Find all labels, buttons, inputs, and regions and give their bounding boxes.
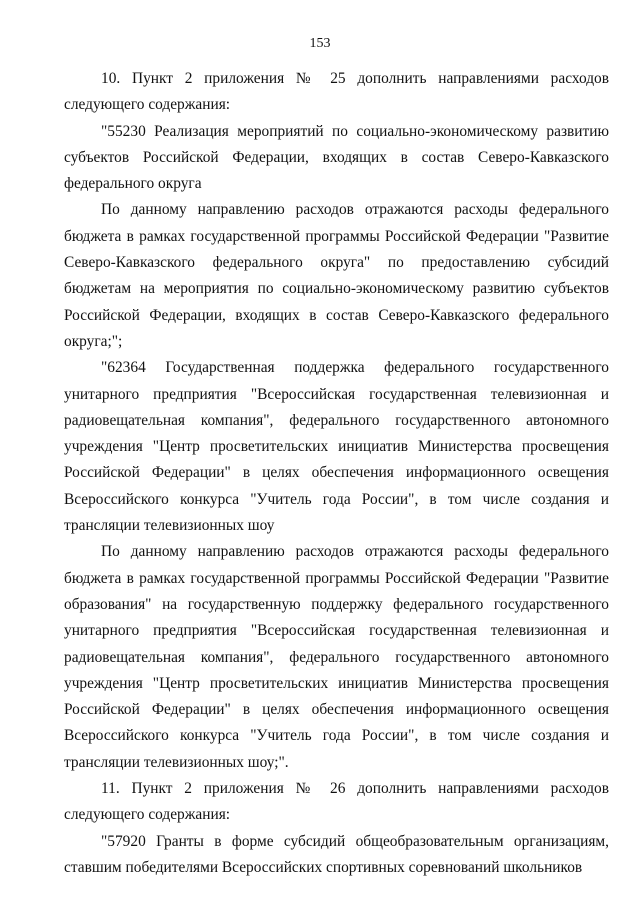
paragraph-code-62364: "62364 Государственная поддержка федерального государственного унитарного предприятия "Всероссийская государственная телевизионная и радиовещательная компания", федерального государственного автономного учреждения "Центр просветительских инициатив Министерства просвещения Российской Федерации" в целях обеспечения информационного освещения Всероссийского конкурса "Учитель года России", в том числе создания и трансляции телевизионных шоу bbox=[64, 359, 609, 535]
paragraph-description-62364: По данному направлению расходов отражаются расходы федерального бюджета в рамках государственной программы Российской Федерации "Развитие образования" на государственную поддержку федерального государственного унитарного предприятия "Всероссийская государственная телевизионная и радиовещательная компания", федерального государственного автономного учреждения "Центр просветительских инициатив Министерства просвещения Российской Федерации" в целях обеспечения информационного освещения Всероссийского конкурса "Учитель года России", в том числе создания и трансляции телевизионных шоу;". bbox=[64, 543, 609, 771]
paragraph-description-55230: По данному направлению расходов отражаются расходы федерального бюджета в рамках государственной программы Российской Федерации "Развитие Северо-Кавказского федерального округа" по предоставлению субсидий бюджетам на мероприятия по социально-экономическому развитию субъектов Российской Федерации, входящих в состав Северо-Кавказского федерального округа;"; bbox=[64, 201, 609, 350]
paragraph-item-11: 11. Пункт 2 приложения № 26 дополнить направлениями расходов следующего содержания: bbox=[64, 780, 609, 824]
paragraph-item-10: 10. Пункт 2 приложения № 25 дополнить направлениями расходов следующего содержания: bbox=[64, 70, 609, 114]
paragraph-code-55230: "55230 Реализация мероприятий по социально-экономическому развитию субъектов Российской Федерации, входящих в состав Северо-Кавказского федерального округа bbox=[64, 122, 609, 193]
paragraph-code-57920: "57920 Гранты в форме субсидий общеобразовательным организациям, ставшим победителями Всероссийских спортивных соревнований школьников bbox=[64, 832, 609, 876]
page-number: 153 bbox=[309, 36, 331, 51]
document-body bbox=[64, 66, 609, 881]
